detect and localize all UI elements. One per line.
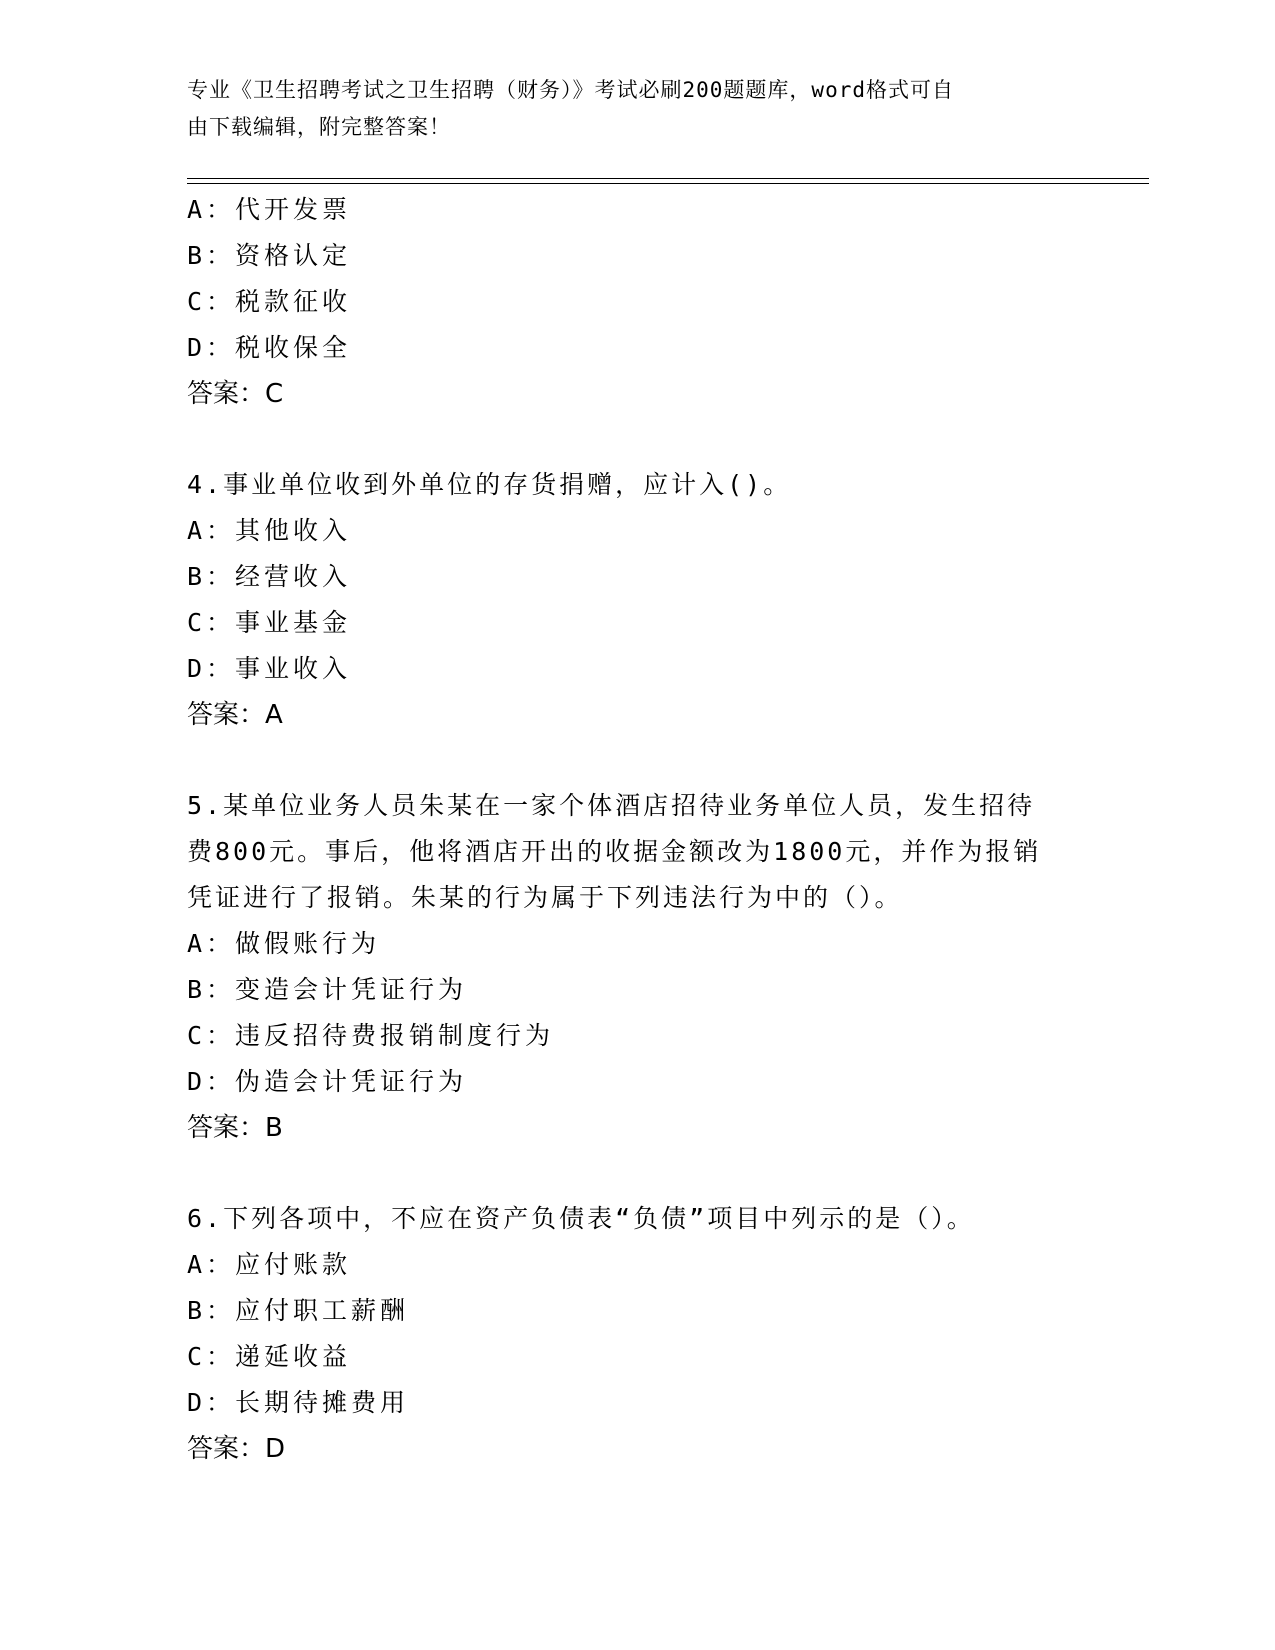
option-d: D：长期待摊费用	[187, 1388, 410, 1417]
option-a: A：代开发票	[187, 195, 352, 224]
question-stem-line-1: 5.某单位业务人员朱某在一家个体酒店招待业务单位人员，发生招待	[187, 791, 1036, 820]
answer-line: 答案：A	[187, 700, 283, 730]
header-line-1: 专业《卫生招聘考试之卫生招聘（财务）》考试必刷200题题库，word格式可自	[187, 78, 954, 102]
question-6	[187, 1196, 1087, 1472]
question-stem-line-3: 凭证进行了报销。朱某的行为属于下列违法行为中的（）。	[187, 883, 903, 912]
answer-line: 答案：B	[187, 1113, 283, 1143]
option-b: B：变造会计凭证行为	[187, 975, 468, 1004]
question-stem-line-2: 费800元。事后，他将酒店开出的收据金额改为1800元，并作为报销	[187, 837, 1042, 866]
option-b: B：资格认定	[187, 241, 352, 270]
option-c: C：违反招待费报销制度行为	[187, 1021, 555, 1050]
question-list	[187, 187, 1087, 1472]
question-spacer	[187, 1151, 1087, 1196]
question-stem: 4.事业单位收到外单位的存货捐赠，应计入()。	[187, 470, 792, 499]
question-5	[187, 783, 1087, 1151]
option-d: D：事业收入	[187, 654, 352, 683]
option-d: D：伪造会计凭证行为	[187, 1067, 468, 1096]
answer-line: 答案：D	[187, 1434, 286, 1464]
option-a: A：应付账款	[187, 1250, 352, 1279]
option-c: C：税款征收	[187, 287, 352, 316]
header-line-2: 由下载编辑，附完整答案！	[187, 115, 451, 139]
option-c: C：事业基金	[187, 608, 352, 637]
header-divider-bottom	[187, 183, 1149, 184]
question-4	[187, 462, 1087, 738]
question-spacer	[187, 417, 1087, 462]
option-a: A：其他收入	[187, 516, 352, 545]
option-c: C：递延收益	[187, 1342, 352, 1371]
question-stem: 6.下列各项中，不应在资产负债表“负债”项目中列示的是（）。	[187, 1204, 975, 1233]
document-header	[187, 72, 1067, 146]
option-b: B：应付职工薪酬	[187, 1296, 410, 1325]
question-spacer	[187, 738, 1087, 783]
header-divider-top	[187, 178, 1149, 179]
option-d: D：税收保全	[187, 333, 352, 362]
option-b: B：经营收入	[187, 562, 352, 591]
answer-line: 答案：C	[187, 379, 284, 409]
option-a: A：做假账行为	[187, 929, 381, 958]
question-3	[187, 187, 1087, 417]
